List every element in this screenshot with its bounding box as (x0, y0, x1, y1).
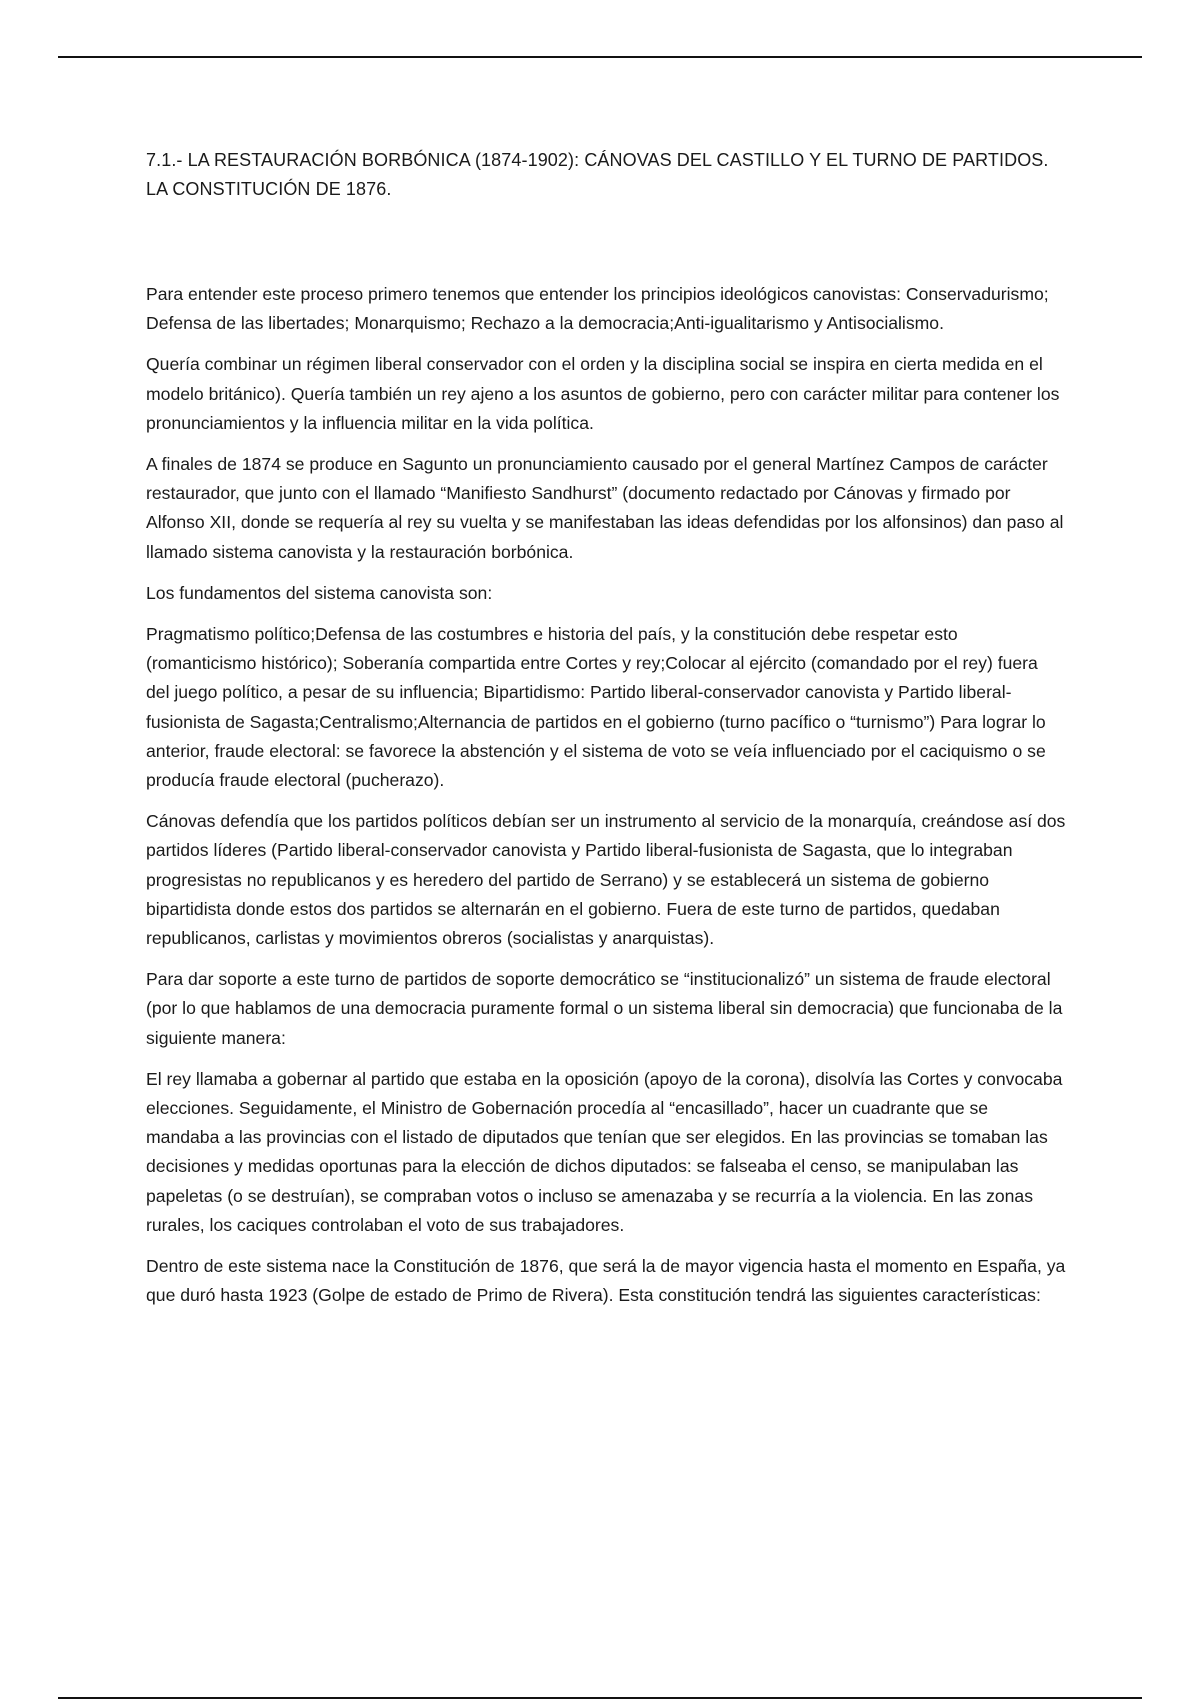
paragraph-fundamentos-intro: Los fundamentos del sistema canovista son: (146, 582, 493, 603)
footer-rule (58, 1697, 1142, 1699)
paragraph-liberal-regime: Quería combinar un régimen liberal conservador con el orden y la disciplina social se inspira en cierta medida en el modelo británico). Quería también un rey ajeno a los asuntos de gobierno, pero con carácter militar para contener los pronunciamientos y la influencia militar en la vida política. (146, 354, 1060, 433)
paragraph-encasillado: El rey llamaba a gobernar al partido que estaba en la oposición (apoyo de la corona), disolvía las Cortes y convocaba elecciones. Seguidamente, el Ministro de Gobernación procedía al “encasillado”, hacer un cuadrante que se mandaba a las provincias con el listado de diputados que tenían que ser elegidos. En las provincias se tomaban las decisiones y medidas oportunas para la elección de dichos diputados: se falseaba el censo, se manipulaban las papeletas (o se destruían), se compraban votos o incluso se amenazaba y se recurría a la violencia. En las zonas rurales, los caciques controlaban el voto de sus trabajadores. (146, 1068, 1063, 1235)
paragraph-fundamentos-list: Pragmatismo político;Defensa de las costumbres e historia del país, y la constitución debe respetar esto (romanticismo histórico); Soberanía compartida entre Cortes y rey;Colocar al ejército (comandado por el rey) fuera del juego político, a pesar de su influencia; Bipartidismo: Partido liberal-conservador canovista y Partido liberal-fusionista de Sagasta;Centralismo;Alternancia de partidos en el gobierno (turno pacífico o “turnismo”) Para lograr lo anterior, fraude electoral: se favorece la abstención y el sistema de voto se veía influenciado por el caciquismo o se producía fraude electoral (pucherazo). (146, 624, 1046, 791)
paragraph-fraude-intro: Para dar soporte a este turno de partidos de soporte democrático se “institucionalizó” un sistema de fraude electoral (por lo que hablamos de una democracia puramente formal o un sistema liberal sin democracia) que funcionaba de la siguiente manera: (146, 969, 1063, 1048)
paragraph-partidos: Cánovas defendía que los partidos políticos debían ser un instrumento al servicio de la monarquía, creándose así dos partidos líderes (Partido liberal-conservador canovista y Partido liberal-fusionista de Sagasta, que lo integraban progresistas no republicanos y es heredero del partido de Serrano) y se establecerá un sistema de gobierno bipartidista donde estos dos partidos se alternarán en el gobierno. Fuera de este turno de partidos, quedaban republicanos, carlistas y movimientos obreros (socialistas y anarquistas). (146, 811, 1066, 949)
paragraph-constitucion: Dentro de este sistema nace la Constitución de 1876, que será la de mayor vigencia hasta el momento en España, ya que duró hasta 1923 (Golpe de estado de Primo de Rivera). Esta constitución tendrá las siguientes características: (146, 1256, 1066, 1306)
paragraph-sagunto: A finales de 1874 se produce en Sagunto un pronunciamiento causado por el general Martínez Campos de carácter restaurador, que junto con el llamado “Manifiesto Sandhurst” (documento redactado por Cánovas y firmado por Alfonso XII, donde se requería al rey su vuelta y se manifestaban las ideas defendidas por los alfonsinos) dan paso al llamado sistema canovista y la restauración borbónica. (146, 454, 1064, 562)
header-rule (58, 56, 1142, 58)
document-title: 7.1.- LA RESTAURACIÓN BORBÓNICA (1874-1902): CÁNOVAS DEL CASTILLO Y EL TURNO DE PARTIDOS. LA CONSTITUCIÓN DE 1876. (146, 150, 1049, 199)
document-body (146, 146, 1066, 1323)
paragraph-principles: Para entender este proceso primero tenemos que entender los principios ideológicos canovistas: Conservadurismo; Defensa de las libertades; Monarquismo; Rechazo a la democracia;Anti-igualitarismo y Antisocialismo. (146, 284, 1049, 334)
